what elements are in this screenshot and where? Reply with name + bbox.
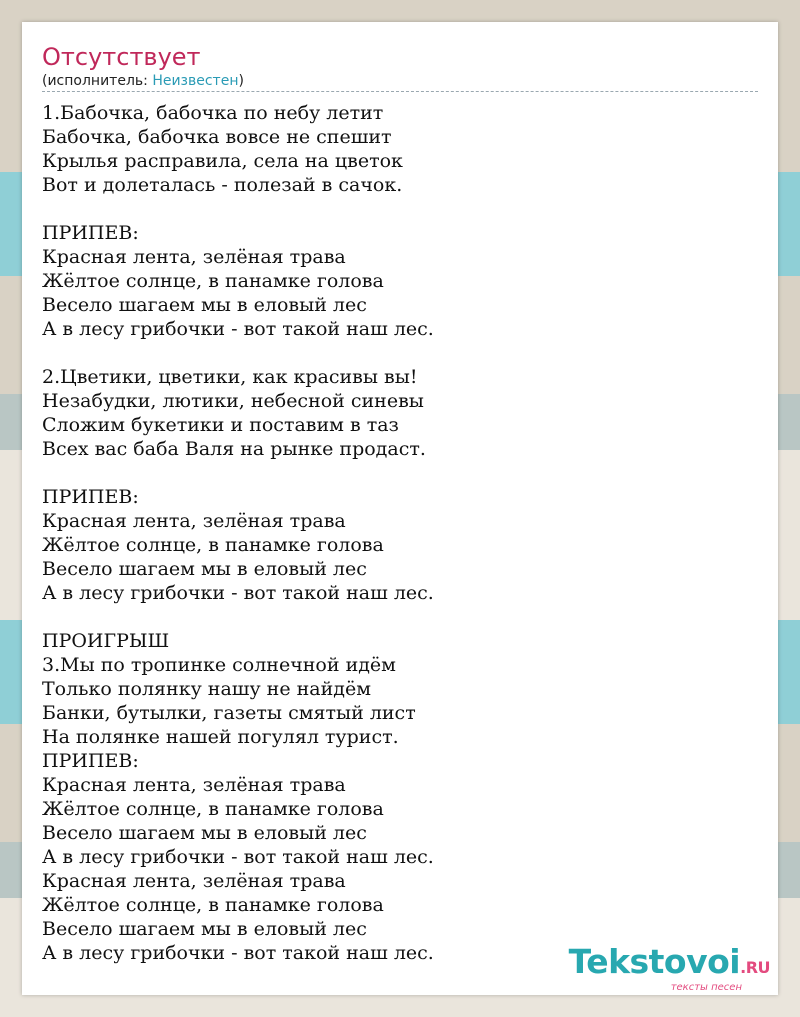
lyric-line: Только полянку нашу не найдём [42,678,371,700]
lyric-line: Жёлтое солнце, в панамке голова [42,894,384,916]
site-logo[interactable] [569,944,770,993]
lyric-line: Банки, бутылки, газеты смятый лист [42,702,416,724]
lyric-line: 1.Бабочка, бабочка по небу летит [42,102,384,124]
performer-line [42,72,244,90]
lyric-line: Незабудки, лютики, небесной синевы [42,390,424,412]
logo-tagline: тексты песен [670,982,742,993]
lyric-line: Сложим букетики и поставим в таз [42,414,399,436]
lyric-line: Красная лента, зелёная трава [42,510,346,532]
performer-link[interactable]: Неизвестен [152,73,239,89]
title-divider [42,91,758,92]
lyric-line: Красная лента, зелёная трава [42,246,346,268]
lyric-line: А в лесу грибочки - вот такой наш лес. [42,318,434,340]
lyric-line: Красная лента, зелёная трава [42,774,346,796]
lyric-line: Весело шагаем мы в еловый лес [42,558,367,580]
logo-domain: .RU [740,958,770,977]
lyric-line: Весело шагаем мы в еловый лес [42,918,367,940]
lyric-line: ПРИПЕВ: [42,222,139,244]
song-title: Отсутствует [42,43,201,71]
lyric-line: Жёлтое солнце, в панамке голова [42,798,384,820]
lyric-line: 2.Цветики, цветики, как красивы вы! [42,366,418,388]
lyric-line: Жёлтое солнце, в панамке голова [42,270,384,292]
lyric-line: Бабочка, бабочка вовсе не спешит [42,126,392,148]
lyrics-text [42,101,434,965]
lyric-line: Весело шагаем мы в еловый лес [42,822,367,844]
lyric-line [42,197,434,221]
lyric-line: Всех вас баба Валя на рынке продаст. [42,438,426,460]
lyric-line [42,341,434,365]
lyric-line: 3.Мы по тропинке солнечной идём [42,654,396,676]
lyric-line: На полянке нашей погулял турист. [42,726,399,748]
logo-name: Tekstovoi [568,942,741,981]
lyric-line: Вот и долеталась - полезай в сачок. [42,174,403,196]
lyric-line [42,461,434,485]
lyric-line: А в лесу грибочки - вот такой наш лес. [42,582,434,604]
lyric-line [42,605,434,629]
lyric-line: Весело шагаем мы в еловый лес [42,294,367,316]
lyric-line: Жёлтое солнце, в панамке голова [42,534,384,556]
lyric-line: ПРИПЕВ: [42,486,139,508]
performer-suffix: ) [238,73,244,89]
lyric-line: А в лесу грибочки - вот такой наш лес. [42,846,434,868]
lyric-line: Крылья расправила, села на цветок [42,150,403,172]
lyrics-card [22,22,778,995]
lyric-line: А в лесу грибочки - вот такой наш лес. [42,942,434,964]
performer-prefix: (исполнитель: [42,73,153,89]
lyric-line: ПРОИГРЫШ [42,630,170,652]
lyric-line: ПРИПЕВ: [42,750,139,772]
lyric-line: Красная лента, зелёная трава [42,870,346,892]
